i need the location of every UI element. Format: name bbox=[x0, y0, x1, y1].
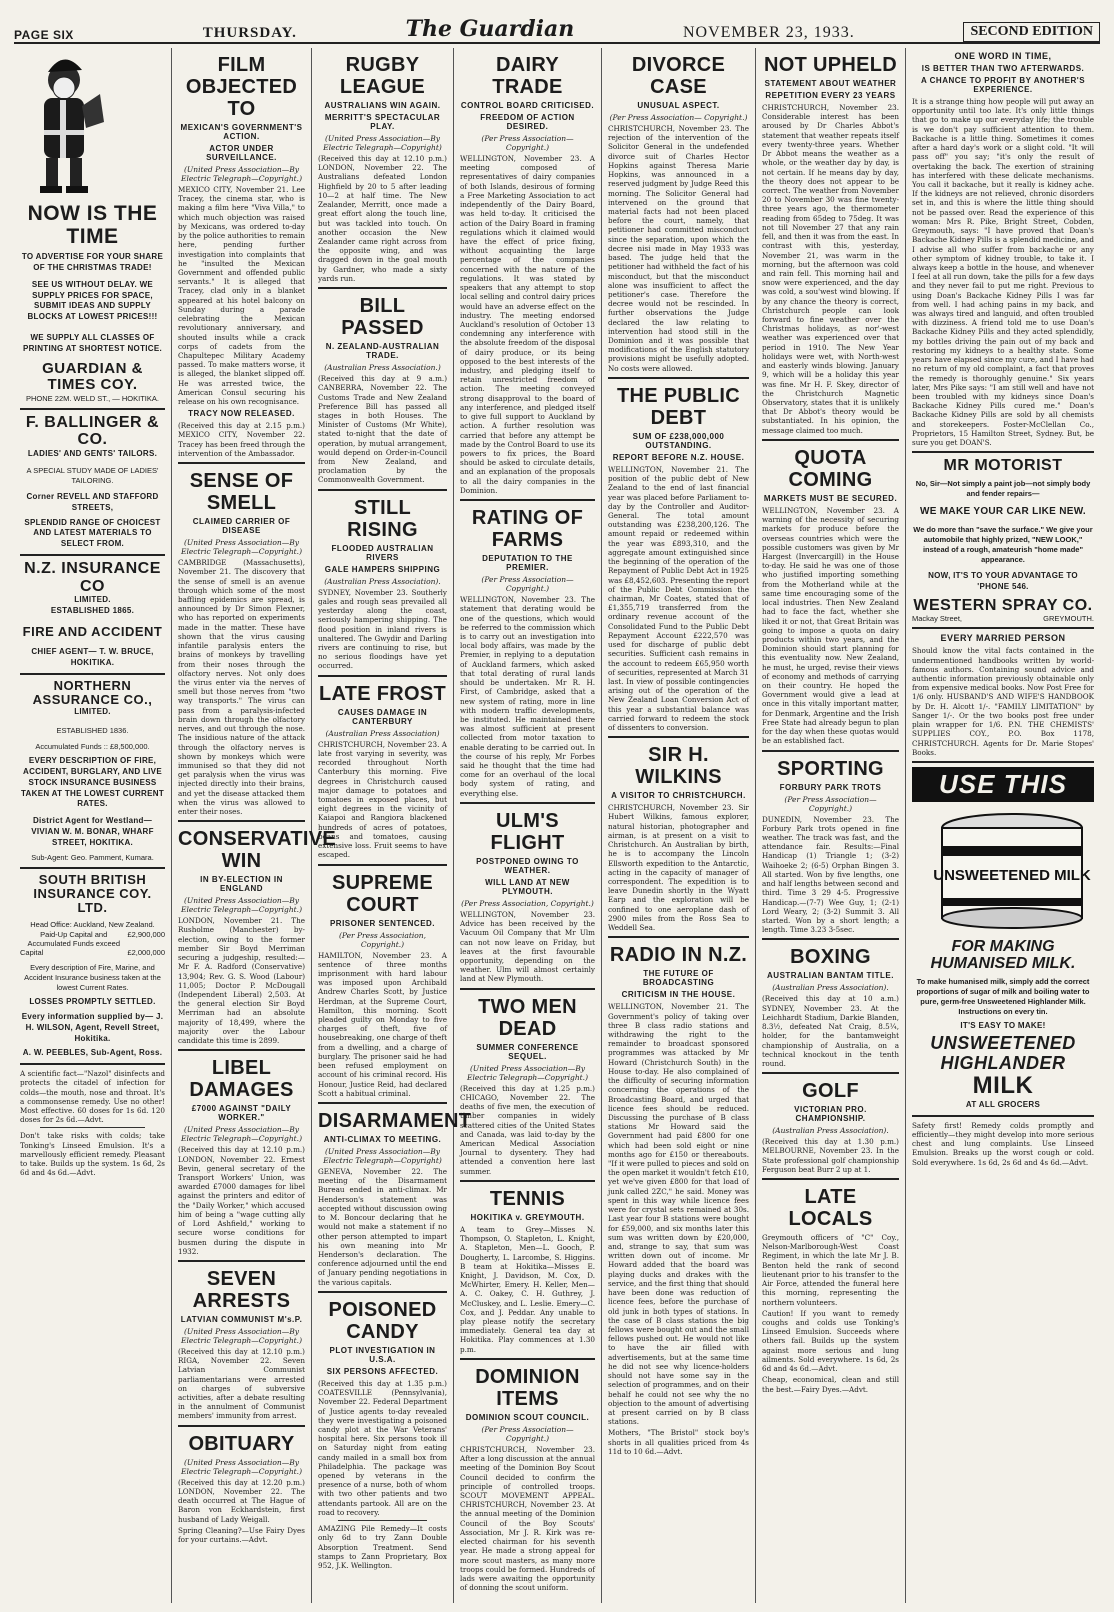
divider bbox=[318, 1102, 447, 1104]
article-headline: SEVEN ARRESTS bbox=[192, 1267, 291, 1312]
article-subhead: THE FUTURE OF BROADCASTING bbox=[642, 969, 715, 988]
ad-row-value: £2,000,000 bbox=[127, 947, 165, 957]
article-body: DUNEDIN, November 23. The Forbury Park trots opened in fine weather. The track was fast, and the attendance fair. Results:—Final Handicap (1) Triangle 1; (3-2) Waihoeke 2; (6-5) Orphan Bingen 3. All started. Won by five lengths, one and half lengths between second and third. Time 3 29 4-5. Progressive Handicap.—(7-7) Wee Guy, 1; (2-1) Lord Weary, 2; (3-2) Summit 3. All started. Won by a short length; a length. Time 3.23 3-5sec. bbox=[762, 814, 899, 935]
article-rugby-league bbox=[318, 54, 447, 283]
article-body: WELLINGTON, November 21. The Government's policy of taking over three B class radio stations and withdrawing the right to the remainder to broadcast sponsored programmes was attacked by Mr Howard (Christchurch South) in the House to-day. He also complained of the difficulty of securing information concerning the operations of the Broadcasting Board, and urged that licence fees should be reduced. Discussing the purchase of B class stations Mr Howard said the Government had paid £800 for one which had been sold eight or nine months ago for £150 or thereabouts. "If it were pulled to pieces and sold on the open market it wouldn't fetch £10, yet we've given £800 for that load of junk called 2ZC," he said. Money was spent in this way while licence fees were for crystal sets remained at 30s. Last year four B stations were bought for £59,000, and six months later this sum was written down by £20,000, and, strange to say, that sum was written down out of income. Mr Howard added that the board was playing ducks and drakes with the service, and the first thing that should have been done was reduction of licence fees, before the purchase of old junk in both types of stations. In the case of B class stations the big fellows were bought out and the small fellows pushed out. He would not like to have the air filled with advertisements, but at the same time he did not see why licence-holders should not have some say in the selection of programmes, and on their behalf he could not see why the no objection to the amount of advertising at present carried on by B class stations. bbox=[608, 1002, 749, 1427]
divider bbox=[178, 1260, 305, 1262]
article-public-debt bbox=[608, 385, 749, 732]
article-body: (Received this day at 1.25 p.m.) CHICAGO, November 22. The deaths of five men, the execution of timber companies in widely scattered cities of the United States and Canada, was laid to-day by the American Medical Association Journal to dysentery. They had attended a convention here last summer. bbox=[460, 1083, 595, 1176]
divider bbox=[178, 462, 305, 464]
divider bbox=[762, 938, 899, 940]
ad-row-label: Capital bbox=[20, 947, 44, 957]
ad-firm: N.Z. INSURANCE CO bbox=[24, 559, 161, 595]
divider bbox=[608, 377, 749, 379]
article-tennis bbox=[460, 1188, 595, 1354]
divider bbox=[178, 1049, 305, 1051]
ad-highlander-milk bbox=[912, 767, 1094, 1111]
divider bbox=[912, 761, 1094, 763]
article-headline: BOXING bbox=[790, 946, 871, 969]
ad-row-value: £2,900,000 bbox=[127, 929, 165, 939]
article-subhead: DEPUTATION TO THE PREMIER. bbox=[482, 554, 573, 573]
article-disarmament bbox=[318, 1110, 472, 1287]
article-subhead: HOKITIKA v. GREYMOUTH. bbox=[470, 1212, 585, 1222]
article-body: WELLINGTON, November 23. A meeting composed of representatives of dairy companies of both Islands, desirous of forming a Free Marketing Association to act independently of the Dairy Board, was held to-day. It criticised the action of the Dairy Board in framing regulations which it claimed would have the effect of price fixing, without acquainting the large percentage of the companies concerned with the nature of the regulations. It was stated by speakers that any attempt to stop local selling and control dairy prices would have an adverse effect on the industry. The meeting endorsed Auckland's resolution of October 13 condemning any interference with the absolute freedom of the disposal of dairy produce, or its being opposed to the best interests of the industry, and pledging itself to retain unrestricted freedom of action. The meeting conveyed strong disapproval to the board of any interference, and pledged itself to give full support to Auckland by action. A further resolution was carried that before any attempt be made by the Control Board to use its powers to fix prices, the Board should be asked to circulate details, and an explanation of the proposals to all the dairy companies in the Dominion. bbox=[460, 154, 595, 495]
ad-text: UNSWEETENED bbox=[930, 1032, 1076, 1053]
ad-address: PHONE 22M. WELD ST., — HOKITIKA. bbox=[26, 393, 159, 403]
article-obituary bbox=[178, 1433, 305, 1545]
article-subhead: DOMINION SCOUT COUNCIL. bbox=[465, 1412, 590, 1422]
ad-text: AT ALL GROCERS bbox=[965, 1099, 1041, 1109]
article-subhead: POSTPONED OWING TO WEATHER. bbox=[476, 856, 579, 875]
advert-line: Safety first! Remedy colds promptly and efficiently—they might develop into more serious chest and lung complaints. Use Linseed Emulsion. Breaks up the worst cough or cold. Sold everywhere. 1s 6d, 2s 6d and 4s 6d.—Advt. bbox=[912, 1120, 1094, 1167]
article-headline: DIVORCE CASE bbox=[631, 54, 726, 98]
article-body: (Received this day at 2.15 p.m.) MEXICO CITY, November 22. Tracey has been freed through the intervention of the Ambassador. bbox=[178, 421, 305, 458]
article-subhead: VICTORIAN PRO. CHAMPIONSHIP. bbox=[794, 1105, 867, 1124]
divider bbox=[762, 1178, 899, 1180]
ad-text: WE SUPPLY ALL CLASSES OF PRINTING AT SHORTEST NOTICE. bbox=[22, 332, 163, 353]
masthead-day: THURSDAY. bbox=[202, 25, 297, 41]
divider bbox=[762, 439, 899, 441]
ad-firm: WESTERN SPRAY CO. bbox=[913, 596, 1093, 614]
article-source: (Per Press Association— Copyright.) bbox=[481, 575, 574, 594]
advert-line: AMAZING Pile Remedy—It costs only 6d to try Zann Double Absorption Treatment. Send stamps to Zann Proprietary, Box 952, J.K. Wellington. bbox=[318, 1524, 447, 1570]
divider bbox=[460, 499, 595, 501]
article-source: (Australian Press Association.) bbox=[324, 363, 441, 373]
article-subhead: REPORT BEFORE N.Z. HOUSE. bbox=[612, 452, 745, 462]
ad-text: We do more than "save the surface." We give your automobile that highly prized, "NEW LOOK," instead of a rough, amateurish "home made" appearance. bbox=[913, 524, 1093, 565]
article-body: Greymouth officers of "C" Coy., Nelson-Marlborough-West Coast Regiment, in which the late Mr J. B. Benton held the rank of second lieutenant prior to his transfer to the Air Force, attended the funeral here this morning, representing the northern volunteers. bbox=[762, 1233, 899, 1307]
ad-text: LADIES' AND GENTS' TAILORS. bbox=[27, 448, 158, 458]
column-6 bbox=[756, 48, 906, 1603]
article-subhead: CONTROL BOARD CRITICISED. bbox=[460, 101, 595, 110]
article-body: WELLINGTON, November 23. Advice has been received by the Vacuum Oil Company that Mr Ulm can not now leave on Friday, but leaves at the first favourable opportunity, depending on the weather. Ulm will almost certainly land at New Plymouth. bbox=[460, 909, 595, 984]
article-subhead: PRISONER SENTENCED. bbox=[329, 918, 436, 928]
ad-text: A. W. PEEBLES, Sub-Agent, Ross. bbox=[22, 1048, 163, 1058]
divider bbox=[178, 1425, 305, 1427]
article-radio-in-nz bbox=[608, 944, 749, 1456]
santa-illustration bbox=[20, 48, 165, 202]
divider bbox=[460, 1180, 595, 1182]
ad-text: FOR MAKING HUMANISED MILK. bbox=[930, 937, 1076, 972]
article-not-upheld bbox=[762, 54, 899, 435]
article-poisoned-candy bbox=[318, 1299, 447, 1517]
article-body: (Received this day at 10 a.m.) SYDNEY, November 23. At the Leichhardt Stadium, Darkie Blanden, 8.3½, defeated Nat Craig, 8.5¼, holder, for the bantamweight championship of Australia, on a technical knockout in the tenth round. bbox=[762, 994, 899, 1068]
article-body: (Received this day at 12.20 p.m.) LONDON, November 22. The death occurred at The Hague of Baron von Eckhardstein, first husband of Lady Weigall. bbox=[178, 1477, 305, 1524]
article-subhead: TRACY NOW RELEASED. bbox=[188, 409, 295, 419]
article-source: (Australian Press Association). bbox=[772, 983, 889, 993]
article-body: (Received this day at 1.35 p.m.) COATESVILLE (Pennsylvania), November 22. Federal Department of Justice agents to-day revealed they were investigating a poisoned candy plot at the War Veterans' hospital here. Six persons took ill on Saturday night from eating candy mailed in a small box from Philadelphia. The package was opened by veterans in the presence of a nurse, both of whom with two other patients and two attendants partook. All are on the road to recovery. bbox=[318, 1378, 447, 1517]
article-body: HAMILTON, November 23. A sentence of three months imprisonment with hard labour was imposed upon Archibald Andrew Charles Scott, by Justice Herdman, at the Supreme Court, Hamilton, this morning. Scott pleaded guilty on Monday to five charges of theft, five of housebreaking, one charge of theft from a dwelling, and a charge of burglary. The prisoner said he had been refused employment on account of his criminal record. His Honour, Justice Reid, had declared Scott a habitual criminal. bbox=[318, 950, 447, 1098]
article-quota-coming bbox=[762, 447, 899, 746]
ad-text: Every information supplied by— J. H. WILSON, Agent, Revell Street, Hokitika. bbox=[21, 1011, 164, 1043]
advert-line: Mothers, "The Bristol" stock boy's shorts in all qualities priced from 4s 11d to 10 6d.—Advt. bbox=[608, 1428, 749, 1456]
article-source: (United Press Association—By Electric Telegraph—Copyright) bbox=[323, 1147, 442, 1165]
divider bbox=[318, 675, 447, 677]
article-conservative-win bbox=[178, 828, 337, 1046]
article-subhead: ACTOR UNDER SURVEILLANCE. bbox=[206, 144, 277, 162]
ad-nz-insurance bbox=[20, 560, 165, 669]
article-subhead: IN BY-ELECTION IN ENGLAND bbox=[200, 875, 283, 894]
article-still-rising bbox=[318, 497, 447, 671]
article-headline: FILM OBJECTED TO bbox=[185, 54, 298, 120]
article-dairy-trade bbox=[460, 54, 595, 495]
article-seven-arrests bbox=[178, 1268, 305, 1421]
article-body: CAMBRIDGE (Massachusetts), November 21. The discovery that the sense of smell is an avenue through which some of the most baffling epidemics are spread, is announced by Dr Simon Flexner, who has reported on experiments made in the matter. These have shown that the virus causing infantile paralysis enters the brains of monkeys by travelling from their noses through the olfactory nerves. Not only does the virus enter via the nerves of smell but those nerves from "two way transports." The virus can pass from a paralysis-infected brain down through the olfactory nerves, and out through the nose. The insidious nature of the attack through the olfactory nerves is shown by monkeys which were immunised so that they did not get paralysis when the virus was injected directly into their brains, and yet the disease attacked them when the virus was allowed to enter their noses. bbox=[178, 558, 305, 817]
ad-row bbox=[20, 948, 165, 957]
edition-label: SECOND EDITION bbox=[963, 22, 1100, 42]
article-subhead: STATEMENT ABOUT WEATHER bbox=[764, 79, 897, 88]
ad-address-row bbox=[912, 614, 1094, 623]
ad-headline: MR MOTORIST bbox=[943, 457, 1063, 475]
article-subhead: WILL LAND AT NEW PLYMOUTH. bbox=[485, 877, 570, 896]
article-subhead: ANTI-CLIMAX TO MEETING. bbox=[323, 1135, 442, 1144]
article-body: (Received this day at 9 a.m.) CANBERRA, November 22. The Customs Trade and New Zealand Preference Bill has passed all stages in both Houses. The Minister of Customs (Mr White), stated to-night that the date of operation, by mutual arrangement, would depend on Order-in-Council from New Zealand, and proclamation by the Commonwealth Government. bbox=[318, 374, 447, 485]
article-body: CHRISTCHURCH, November 23. Sir Hubert Wilkins, famous explorer, natural historian, photographer and airman, is at present on a visit to Christchurch. An Australian by birth, he is to accompany the Lincoln Ellsworth expedition to the Antarctic, acting in the capacity of manager of correspondent. The expedition is to leave Dunedin shortly in the Wyatt Earp and the exploration will be confined to one aeroplane dash of 2900 miles from the Ross Sea to Weddell Sea. bbox=[608, 803, 749, 933]
column-3 bbox=[312, 48, 472, 1603]
ad-body: Should know the vital facts contained in the undermentioned handbooks written by world-famous authors. Containing sound advice and authentic information previously obtainable only from expensive medical books. Now Post Free for 1/6 only. HUSBAND'S AND WIFE'S HANDBOOK by Dr. H. Alcott 1/-. "FAMILY LIMITATION" by Sanger 1/-. Or the two books post free under plain wrapper for 1/6. P.N. THE CHEMISTS' SUPPLIES COY., P.O. Box 1178, CHRISTCHURCH. Agents for Dr. Marie Stopes' Books. bbox=[912, 646, 1094, 757]
masthead bbox=[14, 12, 1100, 44]
divider bbox=[762, 1072, 899, 1074]
advert-line: Cheap, economical, clean and still the best.—Fairy Dyes.—Advt. bbox=[762, 1375, 899, 1394]
article-subhead: AUSTRALIAN BANTAM TITLE. bbox=[767, 971, 894, 981]
article-headline: DISARMAMENT bbox=[318, 1110, 472, 1132]
ad-row bbox=[20, 930, 165, 948]
ad-text: EVERY DESCRIPTION OF FIRE, ACCIDENT, BURGLARY, AND LIVE STOCK INSURANCE BUSINESS TAKEN AT THE LOWEST CURRENT RATES. bbox=[20, 756, 165, 809]
article-headline: TENNIS bbox=[489, 1187, 566, 1210]
divider bbox=[318, 864, 447, 866]
article-subhead: AUSTRALIANS WIN AGAIN. bbox=[324, 101, 441, 110]
article-headline: CONSERVATIVE WIN bbox=[178, 828, 337, 873]
article-body: LONDON, November 21. The Rusholme (Manchester) by-election, owing to the former member Sir Boyd Merriman securing a judgeship, resulted:— Mr F. A. Radford (Conservative) 13,904; Rev. G. S. Wood (Labour) 11,005; Doctor P. McDougall (Independent Liberal) 2,503. At the general election Sir Boyd Merriman had an absolute majority of 18,499, where the majority over the Labour candidate this time is 2899. bbox=[178, 916, 305, 1046]
divider bbox=[460, 802, 595, 804]
article-body: CHRISTCHURCH, November 23. A late frost varying in severity, was recorded throughout North Canterbury this morning. Five degrees in Christchurch caused major damage to potatoes and tomatoes in exposed places, but eight degrees in the vicinity of Kaiapoi and Rangiora blackened hundreds of acres of potatoes, beans and tomatoes, causing extensive loss. Fruit seems to have escaped. bbox=[318, 739, 447, 860]
article-subhead: LATVIAN COMMUNIST M's.P. bbox=[180, 1314, 303, 1324]
ad-text: Every description of Fire, Marine, and Accident Insurance business taken at the lowest Current Rates. bbox=[24, 962, 161, 992]
article-headline: TWO MEN DEAD bbox=[478, 995, 577, 1040]
ad-firm: GUARDIAN & TIMES COY. bbox=[42, 359, 143, 394]
masthead-date: NOVEMBER 23, 1933. bbox=[682, 24, 855, 41]
article-headline: SENSE OF SMELL bbox=[189, 470, 294, 515]
divider bbox=[318, 489, 447, 491]
ad-row-label: Paid-Up Capital and Accumulated Funds exceed bbox=[27, 929, 120, 948]
article-body: CHRISTCHURCH, November 23. After a long discussion at the annual meeting of the Dominion Boy Scout Council decided to confirm the principle of controlled troops. SCOUT MOVEMENT APPEAL. CHRISTCHURCH, November 23. At the annual meeting of the Dominion Council of the Boy Scouts' Association, Mr J. R. Kirk was re-elected chairman for his seventh year. He made a strong appeal for more scout masters, as many more troops could be formed. Hundreds of lads were awaiting the opportunity of donning the scout uniform. bbox=[460, 1444, 595, 1593]
column-5 bbox=[602, 48, 756, 1603]
article-bill-passed bbox=[318, 295, 447, 485]
divider bbox=[762, 750, 899, 752]
article-headline: RUGBY LEAGUE bbox=[339, 54, 426, 98]
article-subhead: FLOODED AUSTRALIAN RIVERS bbox=[331, 543, 434, 562]
divider bbox=[608, 736, 749, 738]
ad-firm: SOUTH BRITISH INSURANCE COY. LTD. bbox=[33, 871, 152, 916]
ad-northern-assurance bbox=[20, 679, 165, 863]
divider bbox=[318, 1291, 447, 1293]
article-subhead: A VISITOR TO CHRISTCHURCH. bbox=[611, 791, 746, 801]
divider bbox=[20, 867, 165, 869]
article-subhead: SUMMER CONFERENCE SEQUEL. bbox=[476, 1042, 579, 1061]
milk-can-icon bbox=[912, 808, 1112, 928]
column-ads-left bbox=[14, 48, 172, 1603]
ad-ballinger bbox=[20, 414, 165, 550]
divider bbox=[460, 988, 595, 990]
nazol-advert: A scientific fact—"Nazol" disinfects and protects the citadel of infection for colds—the mouth, nose and throat. It's a commonsense remedy. Use no other! Most effective. 60 doses for 1s 6d. 120 doses for 2s 6d.—Advt. bbox=[20, 1069, 165, 1125]
article-source: (Per Press Association— Copyright.) bbox=[481, 1424, 574, 1443]
article-subhead: FORBURY PARK TROTS bbox=[779, 782, 882, 792]
ad-text: NOW, IT'S TO YOUR ADVANTAGE TO 'PHONE 546. bbox=[928, 571, 1078, 591]
ad-text: SEE US WITHOUT DELAY. WE SUPPLY PRICES FOR SPACE, SUBMIT IDEAS AND SUPPLY BLOCKS AT LOWEST PRICES!!! bbox=[27, 279, 158, 322]
article-subhead: MEXICAN'S GOVERNMENT'S ACTION. bbox=[180, 123, 303, 141]
ad-text: Accumulated Funds :: £8,500,000. bbox=[35, 742, 150, 752]
advert-line: Spring Cleaning?—Use Fairy Dyes for your curtains.—Advt. bbox=[178, 1525, 305, 1544]
ad-firm: F. BALLINGER & CO. bbox=[25, 413, 160, 449]
article-source: (United Press Association—By Electric Telegraph—Copyright.) bbox=[180, 1326, 302, 1345]
article-source: (United Press Association—By Electric Telegraph—Copyright.) bbox=[180, 165, 302, 183]
article-sporting bbox=[762, 758, 899, 935]
article-source: (United Press Association—By Electric Telegraph—Copyright.) bbox=[466, 1063, 588, 1082]
advert-line: Caution! If you want to remedy coughs and colds use Tonking's Linseed Emulsion. Succeeds where others fail. Builds up the system against more serious and lung ailments. Sold everywhere. 1s 6d, 2s 6d and 4s 6d.—Advt. bbox=[762, 1308, 899, 1374]
ad-text: Head Office: Auckland, New Zealand. bbox=[30, 919, 155, 929]
article-headline: THE PUBLIC DEBT bbox=[617, 384, 740, 429]
article-subhead: £7000 AGAINST "DAILY WORKER." bbox=[191, 1104, 292, 1123]
article-headline: RATING OF FARMS bbox=[471, 507, 584, 552]
santa-icon bbox=[20, 48, 110, 198]
article-headline: SPORTING bbox=[777, 757, 884, 780]
article-late-locals bbox=[762, 1186, 899, 1394]
article-headline: ONE WORD IN TIME, bbox=[954, 51, 1052, 61]
article-two-men-dead bbox=[460, 996, 595, 1176]
ad-text: ESTABLISHED 1865. bbox=[50, 605, 135, 615]
article-dominion-items bbox=[460, 1366, 595, 1593]
article-subhead: UNUSUAL ASPECT. bbox=[637, 101, 720, 110]
article-headline: GOLF bbox=[802, 1080, 859, 1103]
article-subhead: REPETITION EVERY 23 YEARS bbox=[765, 91, 896, 100]
article-headline: POISONED CANDY bbox=[328, 1298, 437, 1343]
divider bbox=[912, 627, 1094, 629]
article-body: WELLINGTON, November 23. A warning of the necessity of securing markets for produce before the overseas countries which were the possible customers was given by Mr Hargest (Invercargill) in the House to-day. He said he was one of those who justified importing something from the Motherland while at the same time encouraging some of the local industries. Then New Zealand had to face the fact, whether she liked it or not, that Great Britain was going to impose a quota on dairy products within two years, and the Dominion should start planning for this eventuality now. New Zealand, he must, he urged, revise their views of economy and methods of carrying on their country. He hoped the Government would give a lead at once in this vitally important matter, for Denmark, Argentine and the Irish Free State had already begun to plan for the day when these quotas would be an established fact. bbox=[762, 505, 899, 746]
ad-text: A SPECIAL STUDY MADE OF LADIES' TAILORING. bbox=[26, 465, 159, 485]
emulsion-advert: Don't take risks with colds; take Tonking's Linseed Emulsion. It's a marvellously efficient remedy. Pleasant to take. Builds up the system. 1s 6d, 2s 6d and 4s 6d.—Advt. bbox=[20, 1131, 165, 1178]
article-body: GENEVA, November 22. The meeting of the Disarmament Bureau ended in anti-climax. Mr Henderson's statement was accepted without discussion owing to M. Boncour declaring that he would not make a statement if no other person attempted to impart his own meaning into Mr Henderson's declaration. The conference adjourned until the end of January pending negotiations in the various capitals. bbox=[318, 1167, 447, 1287]
article-body: MEXICO CITY, November 21. Lee Tracey, the cinema star, who is making a film here "Viva Villa," to which much objection was raised by Mexicans, was ordered to-day by the police authorities to remain here, pending further investigation into complaints that he "insulted the Mexican Government and offended public servants." It is alleged that Tracey, clad only in a blanket appeared at his hotel balcony on Sunday during a parade celebrating the Mexican revolutionary anniversary, and shouted insults while a crack corps of cadets from the Chapultepec Military Academy passed. To make matters worse, it is alleged, the blanket slipped off. He was arrested twice, the American Consul securing his release on his own recognisance. bbox=[178, 185, 305, 407]
ad-text: District Agent for Westland— VIVIAN W. M. BONAR, WHARF STREET, HOKITIKA. bbox=[31, 816, 154, 847]
ad-headline: USE THIS bbox=[912, 767, 1094, 802]
article-body: SYDNEY, November 23. Southerly gales and rough seas prevailed all yesterday along the coast, seriously hampering shipping. The flood position in inland rivers is unaltered. The Gwydir and Darling rivers are continuing to rise, but no serious floodings have yet occurred. bbox=[318, 587, 447, 671]
article-headline: LIBEL DAMAGES bbox=[189, 1057, 294, 1102]
article-subhead: CLAIMED CARRIER OF DISEASE bbox=[192, 517, 291, 536]
article-late-frost bbox=[318, 683, 447, 860]
page-number: PAGE SIX bbox=[14, 28, 74, 42]
article-libel-damages bbox=[178, 1057, 305, 1256]
article-body: CHRISTCHURCH, November 23. The rejection of the intervention of the Solicitor General in the undefended divorce suit of Charles Hector Hopkins against Theresa Marie Hopkins, was announced in a reserved judgment by Judge Reed this morning. The Solicitor General had intervened on the ground that material facts had not been placed before the court, namely, that petitioner had committed misconduct since the separation, upon which the decree nisi made in May 1933 was based. The judge held that the petitioner had withheld the fact of his misconduct, but that the misconduct alone was insufficient to affect the petitioner's case. Therefore the decree would not be rescinded. In further observations the Judge declared the law relating to intervention had stood still in the Dominion and it was possible that modifications of the English statutory provisions might be usefully adopted. No costs were allowed. bbox=[608, 124, 749, 373]
article-sir-h-wilkins bbox=[608, 744, 749, 932]
ad-mr-motorist bbox=[912, 457, 1094, 623]
article-body: (Received this day at 12.10 p.m.) RIGA, November 22. Seven Latvian Communist parliamentarians were arrested on charges of subversive activities, after a debate resulting in the annulment of Communist members' immunity from arrest. bbox=[178, 1346, 305, 1421]
ad-married-person bbox=[912, 633, 1094, 757]
divider bbox=[20, 408, 165, 410]
article-source: (Per Press Association, Copyright.) bbox=[338, 930, 427, 949]
ad-text: Sub-Agent: Geo. Pamment, Kumara. bbox=[31, 852, 154, 862]
article-subhead: CAUSES DAMAGE IN CANTERBURY bbox=[337, 707, 428, 726]
ad-doans bbox=[912, 51, 1094, 447]
article-source: (Per Press Association, Copyright.) bbox=[461, 898, 594, 908]
ad-text: LIMITED. bbox=[74, 707, 111, 717]
article-body: (Received this day at 12.10 p.m.) LONDON, November 22. The Australians defeated London Highfield by 20 to 5 after leading 10—2 at half time. The New Zealander, Merritt, once made a great effort along the touch line, but was tackled into touch. On another occasion the New Zealander came right across from the opposite wing, and was dragged down in the goal mouth by Gardner, who made a sixty yards run. bbox=[318, 154, 447, 283]
article-headline: SUPREME COURT bbox=[331, 871, 433, 916]
article-subhead: FREEDOM OF ACTION DESIRED. bbox=[480, 113, 575, 131]
article-subhead: PLOT INVESTIGATION IN U.S.A. bbox=[329, 1345, 436, 1364]
article-headline: SIR H. WILKINS bbox=[635, 744, 722, 789]
ad-address: GREYMOUTH. bbox=[1043, 614, 1094, 624]
article-subhead: SIX PERSONS AFFECTED. bbox=[326, 1366, 439, 1376]
divider bbox=[20, 673, 165, 675]
divider bbox=[912, 451, 1094, 453]
ad-text: IT'S EASY TO MAKE! bbox=[960, 1021, 1046, 1031]
ad-text: Corner REVELL AND STAFFORD STREETS, bbox=[26, 491, 159, 512]
article-body: (Received this day at 12.10 p.m.) LONDON, November 22. Ernest Bevin, general secretary of the Transport Workers' Union, was awarded £7000 damages for libel against the printers and editor of the "Daily Worker," which accused him of being a "wage cutting ally of Lord Ashfield," working to secure worse conditions for busmen during the dispute in 1932. bbox=[178, 1145, 305, 1256]
ad-text: TO ADVERTISE FOR YOUR SHARE OF THE CHRISTMAS TRADE! bbox=[21, 252, 164, 272]
article-headline: NOT UPHELD bbox=[764, 54, 897, 76]
article-source: (Per Press Association— Copyright.) bbox=[784, 794, 877, 813]
article-source: (Australian Press Association). bbox=[772, 1126, 889, 1136]
article-source: (Australian Press Association). bbox=[324, 576, 441, 586]
ad-text: WE MAKE YOUR CAR LIKE NEW. bbox=[920, 506, 1086, 518]
article-body: WELLINGTON, November 21. The position of the public debt of New Zealand to the end of last financial year was placed before Parliament to-day by the Controller and Auditor-General. The total amount outstanding was £238,200,126. The amount repaid or redeemed within the year was £893,310, and the aggregate amount extinguished since the beginning of the operation of the Repayment of Public Debt Act in 1925 was £8,452,603. Presenting the report of the Public Debt Commission the chairman, Mr Coates, stated that of £1,355,719 transferred from the ordinary revenue account of the Consolidated Fund to the Public Debt Repayment Account £222,570 was used for discharge of public debt securities. Sufficient cash remains in the account to redeem £65,950 worth of securities, represented at March 31 last. In view of possible contingencies arising out of the operation of the New Zealand Loan Conversion Act of this year a substantial balance was carried forward to redeem the stock of dissenters to conversion. bbox=[608, 464, 749, 733]
article-subhead: IS BETTER THAN TWO AFTERWARDS. bbox=[921, 64, 1085, 73]
ad-now-is-the-time bbox=[20, 202, 165, 404]
divider bbox=[178, 820, 305, 822]
divider bbox=[40, 1127, 145, 1128]
article-headline: LATE LOCALS bbox=[788, 1186, 873, 1231]
ad-text: ESTABLISHED 1836. bbox=[56, 725, 129, 735]
article-subhead: N. ZEALAND-AUSTRALIAN TRADE. bbox=[325, 342, 440, 361]
ad-text: CHIEF AGENT— T. W. BRUCE, HOKITIKA. bbox=[31, 646, 154, 667]
ad-text: LIMITED. bbox=[74, 595, 111, 605]
ad-text: MILK bbox=[972, 1072, 1034, 1100]
ad-headline: NOW IS THE TIME bbox=[27, 202, 158, 249]
column-2 bbox=[172, 48, 337, 1603]
ad-text: FIRE AND ACCIDENT bbox=[22, 623, 163, 639]
article-headline: DAIRY TRADE bbox=[492, 54, 563, 98]
article-subhead: MERRITT'S SPECTACULAR PLAY. bbox=[324, 113, 441, 131]
article-source: (United Press Association—By Electric Telegraph—Copyright.) bbox=[180, 896, 302, 915]
article-source: (United Press Association—By Electric Telegraph—Copyright.) bbox=[180, 1125, 302, 1144]
divider bbox=[20, 554, 165, 556]
article-rating-of-farms bbox=[460, 507, 595, 798]
article-headline: QUOTA COMING bbox=[788, 446, 873, 491]
ad-text: SPLENDID RANGE OF CHOICEST AND LATEST MATERIALS TO SELECT FROM. bbox=[24, 517, 161, 549]
divider bbox=[338, 1520, 427, 1521]
divider bbox=[912, 1115, 1094, 1117]
article-body: A team to Grey—Misses N. Thompson, O. Stapleton, L. Knight, A. Stapleton, Men—L. Gooch, P. Dougherty, L. Larcombe, S. Higgins. B team at Hokitika—Misses E. Knight, J. Davidson, M. Cox, D. McWhirter, Emery. H. Keller, Men—A. C. Oakey, C. H. Guthrey, J. McCluskey, and L. Leslie. Emery—C. Cox, and J. Peddar. Any unable to play please notify the secretary immediately. General tea day at Hokitika. Play commences at 1.30 p.m. bbox=[460, 1224, 595, 1354]
article-subhead: SUM OF £238,000,000 OUTSTANDING. bbox=[632, 431, 725, 450]
article-body: WELLINGTON, November 23. The statement that derating would be one of the questions, which would be referred to the commission which is to carry out an investigation into local body affairs, was made by the Premier, in replying to a deputation of Auckland farmers, which asked that total derating of rural lands should be undertaken. Mr R. H. First, of Cambridge, asked that a new system of rating, more in line with modern traffic developments, be instituted. He maintained there was almost sufficient at present collected from motor taxation to enable derating to be carried out. In the course of his reply, Mr Forbes said he thought that the time had come for an overhaul of the local body system of rating, and everything else. bbox=[460, 595, 595, 798]
ad-text: HIGHLANDER bbox=[940, 1052, 1066, 1073]
article-boxing bbox=[762, 946, 899, 1068]
article-golf bbox=[762, 1080, 899, 1174]
ad-firm: NORTHERN ASSURANCE CO., bbox=[32, 677, 153, 707]
article-divorce-case bbox=[608, 54, 749, 373]
article-body: CHRISTCHURCH, November 23. Considerable interest has been aroused by Dr Charles Abbot's statement that weather repeats itself every twenty-three years. Whether Dr Abbot means the weather as a whole, or the weather day by day, is not certain. If he means day by day, the theory does not appear to be correct. The weather from November 20 to November 30 was fine twenty-three years ago, the thermometer reading from 65deg to 75deg. It was not till November 27 that any rain fell, and then it was from the east. In contrast with this, yesterday, November 21, was warm in the morning, but the afternoon was cold and rain fell. This morning hail and snow were experienced, and the day was cold, a sou'west wind blowing. If by any chance the theory is correct, Christchurch people can look forward to fine weather over the Christmas holidays, as nor'-west weather was experienced over that period in 1910. The New Year holidays were wet, with North-west and easterly winds blowing. January 9, which will be a holiday this year was fine. Mr H. F. Skey, director of the Christchurch Magnetic Observatory, states that it is unlikely that Dr Abbot's theory would be substantiated. In his opinion, the message claimed too much. bbox=[762, 103, 899, 435]
ad-headline: EVERY MARRIED PERSON bbox=[940, 633, 1066, 644]
divider bbox=[460, 1358, 595, 1360]
article-body: It is a strange thing how people will put away an opportunity until too late. It's only little things that go to make up our everyday life; the trouble is we don't pay sufficient attention to them. Backache is a little thing. Sometimes it comes after a hard day's work or a slight cold. "It will pass off" you say; "it's only the result of overtaking the back. The exertion of straining has interfered with these delicate mechanisms. You call it backache, but it really is kidney ache. If the kidneys are not relieved, chronic disorders set in, and this is where the little thing should not be passed over. Read the experience of this woman: Mrs R. Pike, Bright Street, Cobden, Greymouth, says: "I have proved that Doan's Backache Kidney Pills is a splendid medicine, and I advise all who suffer from backache or any other symptom of kidney trouble, to take it. I always keep a bottle in the house, and whenever I feel at all run down, take the pills for a few days and they never fail to put me right. Previous to using Doan's Backache Kidney Pills I was far from well. I had aching pains in my back, and was always tired and languid, and often troubled with dizziness. A friend told me to use Doan's Backache Kidney Pills and they acted splendidly, my bottles driving the pain out of my back and restoring my kidneys to a healthy state. Some years have elapsed since my cure, and I have had no return of my old complaint, a fact that proves the remedy is thoroughly genuine." Six years later, Mrs Pike says: "I am still well and have not been troubled with my kidneys since Doan's Backache Kidney Pills cured me." Doan's Backache Kidney Pills are sold by all chemists and storekeepers. Foster-McClellan Co., Proprietors, 15 Hamilton Street, Sydney. But, be sure you get DOAN'S. bbox=[912, 97, 1094, 448]
article-film-objected bbox=[178, 54, 305, 458]
article-subhead: A CHANCE TO PROFIT BY ANOTHER'S EXPERIENCE. bbox=[920, 76, 1086, 94]
article-headline: LATE FROST bbox=[318, 682, 447, 705]
milk-can-label: UNSWEETENED MILK bbox=[933, 866, 1091, 884]
ad-south-british bbox=[20, 873, 165, 1059]
article-body: (Received this day at 1.30 p.m.) MELBOURNE, November 23. In the State professional golf championship Ferguson beat Burr 2 up at 1. bbox=[762, 1137, 899, 1174]
column-7 bbox=[906, 48, 1100, 1603]
divider bbox=[20, 1063, 165, 1065]
article-headline: STILL RISING bbox=[347, 496, 418, 541]
column-4 bbox=[454, 48, 602, 1603]
article-headline: ULM'S FLIGHT bbox=[490, 809, 565, 854]
ad-text: To make humanised milk, simply add the correct proportions of sugar of milk and boiling water to pure, germ-free Unsweetened Highlander Milk. Instructions on every tin. bbox=[916, 976, 1090, 1016]
masthead-title: The Guardian bbox=[405, 16, 575, 42]
article-headline: OBITUARY bbox=[188, 1432, 295, 1455]
article-source: (Australian Press Association) bbox=[325, 728, 440, 738]
article-headline: BILL PASSED bbox=[341, 295, 424, 340]
article-source: (United Press Association—By Electric Telegraph—Copyright.) bbox=[180, 1457, 302, 1476]
article-headline: RADIO IN N.Z. bbox=[609, 944, 748, 967]
article-subhead: MARKETS MUST BE SECURED. bbox=[763, 493, 898, 503]
article-subhead: GALE HAMPERS SHIPPING bbox=[324, 564, 441, 574]
article-source: (Per Press Association— Copyright.) bbox=[481, 134, 574, 152]
article-subhead: CRITICISM IN THE HOUSE. bbox=[621, 990, 736, 1000]
article-ulms-flight bbox=[460, 810, 595, 984]
article-sense-of-smell bbox=[178, 470, 305, 816]
ad-text: No, Sir—Not simply a paint job—not simply body and fender repairs— bbox=[915, 478, 1091, 499]
article-source: (Per Press Association— Copyright.) bbox=[609, 113, 748, 122]
divider bbox=[318, 287, 447, 289]
article-headline: DOMINION ITEMS bbox=[475, 1365, 580, 1410]
divider bbox=[608, 936, 749, 938]
ad-text: LOSSES PROMPTLY SETTLED. bbox=[29, 997, 156, 1007]
article-supreme-court bbox=[318, 872, 447, 1099]
article-source: (United Press Association—By Electric Telegraph—Copyright.) bbox=[180, 538, 302, 557]
ad-address: Mackay Street, bbox=[912, 614, 963, 624]
article-source: (United Press Association—By Electric Telegraph—Copyright) bbox=[323, 134, 442, 152]
